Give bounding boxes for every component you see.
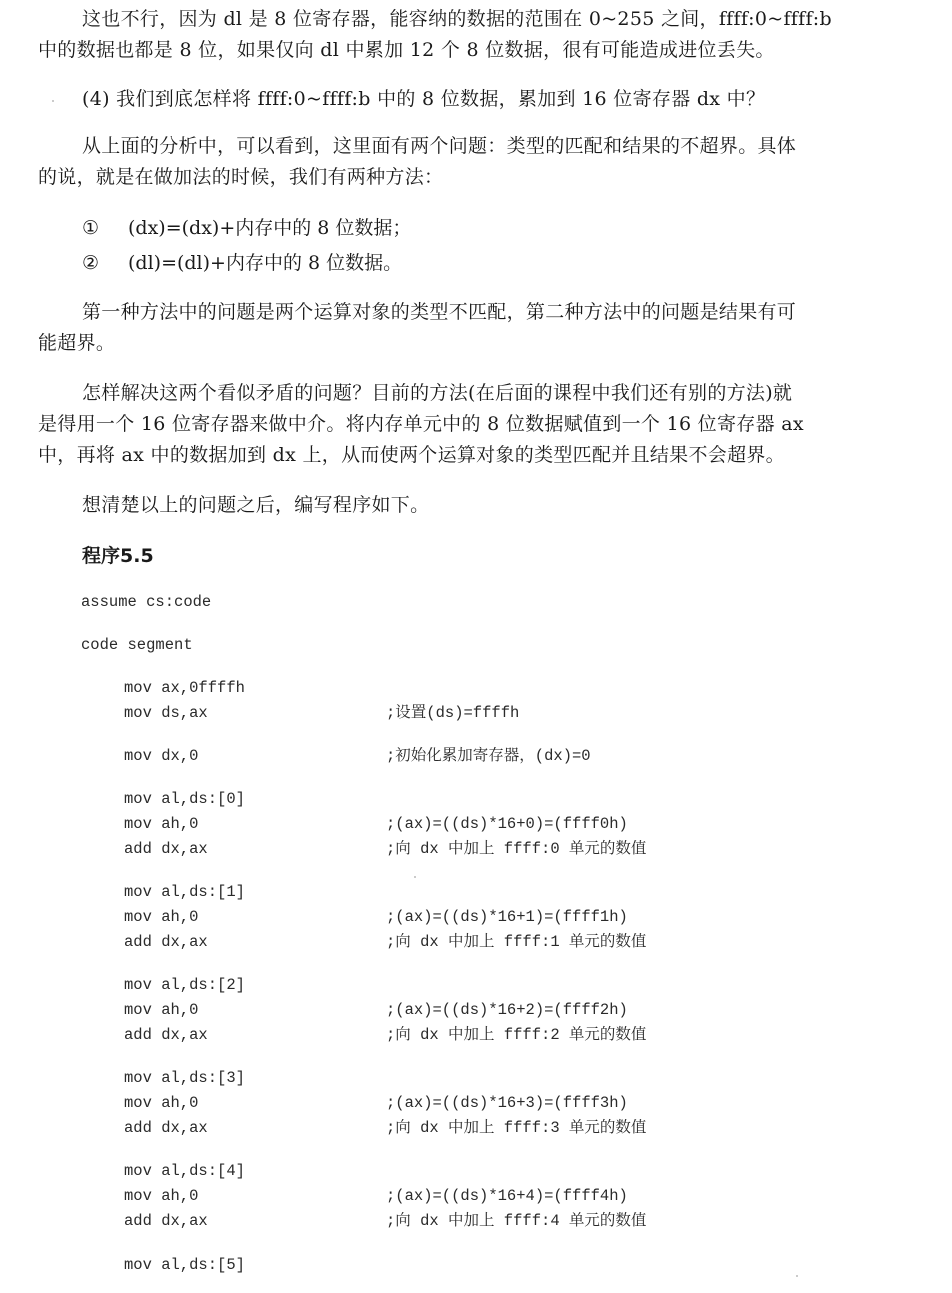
code-line: mov ax,0ffffh [124,679,245,697]
code-comment: ;(ax)=((ds)*16+3)=(ffff3h) [386,1094,628,1112]
code-comment: ;向 dx 中加上 ffff:2 单元的数值 [386,1026,647,1044]
code-comment: ;(ax)=((ds)*16+0)=(ffff0h) [386,815,628,833]
text-line: 想清楚以上的问题之后，编写程序如下。 [82,494,430,516]
code-line: mov dx,0 [124,747,199,765]
paragraph-solution [38,378,918,471]
text-line: 怎样解决这两个看似矛盾的问题？目前的方法(在后面的课程中我们还有别的方法)就 [82,382,793,404]
code-line: mov ah,0 [124,1094,199,1112]
text-line: 第一种方法中的问题是两个运算对象的类型不匹配，第二种方法中的问题是结果有可 [82,301,797,323]
code-comment: ;(ax)=((ds)*16+2)=(ffff2h) [386,1001,628,1019]
paragraph-question-4 [38,84,918,115]
code-line: mov al,ds:[4] [124,1162,245,1180]
scan-speck [796,1275,798,1277]
code-line: add dx,ax [124,1212,208,1230]
code-comment: ;初始化累加寄存器，(dx)=0 [386,747,591,765]
code-line: mov ah,0 [124,1001,199,1019]
scan-speck [414,876,416,878]
code-line: assume cs:code [81,593,212,611]
code-comment: ;向 dx 中加上 ffff:4 单元的数值 [386,1212,647,1230]
code-line: add dx,ax [124,933,208,951]
program-title: 程序5.5 [82,545,154,567]
text-line: (4) 我们到底怎样将 ffff:0~ffff:b 中的 8 位数据，累加到 16 位寄存器 dx 中？ [82,88,766,110]
code-comment: ;向 dx 中加上 ffff:3 单元的数值 [386,1119,647,1137]
code-line: mov al,ds:[1] [124,883,245,901]
code-line: mov ah,0 [124,1187,199,1205]
text-line: 是得用一个 16 位寄存器来做中介。将内存单元中的 8 位数据赋值到一个 16 位寄存器 ax [38,413,804,435]
code-comment: ;设置(ds)=ffffh [386,704,520,722]
scan-speck [52,100,54,102]
code-comment: ;(ax)=((ds)*16+1)=(ffff1h) [386,908,628,926]
text-line: 能超界。 [38,332,116,354]
code-comment: ;向 dx 中加上 ffff:0 单元的数值 [386,840,647,858]
list-number: ② [82,252,100,274]
code-line: mov ah,0 [124,815,199,833]
code-line: add dx,ax [124,840,208,858]
code-line: mov al,ds:[2] [124,976,245,994]
code-line: mov al,ds:[5] [124,1256,245,1274]
text-line: 中，再将 ax 中的数据加到 dx 上，从而使两个运算对象的类型匹配并且结果不会超界。 [38,444,785,466]
paragraph-problems [38,297,918,359]
paragraph-write-program [38,490,918,521]
list-number: ① [82,217,100,239]
code-line: code segment [81,636,193,654]
code-line: add dx,ax [124,1119,208,1137]
method-item-1 [82,214,411,242]
code-comment: ;(ax)=((ds)*16+4)=(ffff4h) [386,1187,628,1205]
code-line: mov ah,0 [124,908,199,926]
paragraph-dl-overflow [38,4,918,66]
text-line: 的说，就是在做加法的时候，我们有两种方法： [38,166,444,188]
method-item-2 [82,249,402,277]
list-text: (dx)=(dx)+内存中的 8 位数据； [128,217,412,239]
text-line: 中的数据也都是 8 位，如果仅向 dl 中累加 12 个 8 位数据，很有可能造成进位丢失。 [38,39,775,61]
code-line: mov ds,ax [124,704,208,722]
text-line: 从上面的分析中，可以看到，这里面有两个问题：类型的匹配和结果的不超界。具体 [82,135,797,157]
list-text: (dl)=(dl)+内存中的 8 位数据。 [128,252,403,274]
text-line: 这也不行，因为 dl 是 8 位寄存器，能容纳的数据的范围在 0~255 之间，ffff:0~ffff:b [82,8,832,30]
code-comment: ;向 dx 中加上 ffff:1 单元的数值 [386,933,647,951]
code-line: mov al,ds:[3] [124,1069,245,1087]
code-line: mov al,ds:[0] [124,790,245,808]
paragraph-analysis [38,131,918,193]
code-line: add dx,ax [124,1026,208,1044]
